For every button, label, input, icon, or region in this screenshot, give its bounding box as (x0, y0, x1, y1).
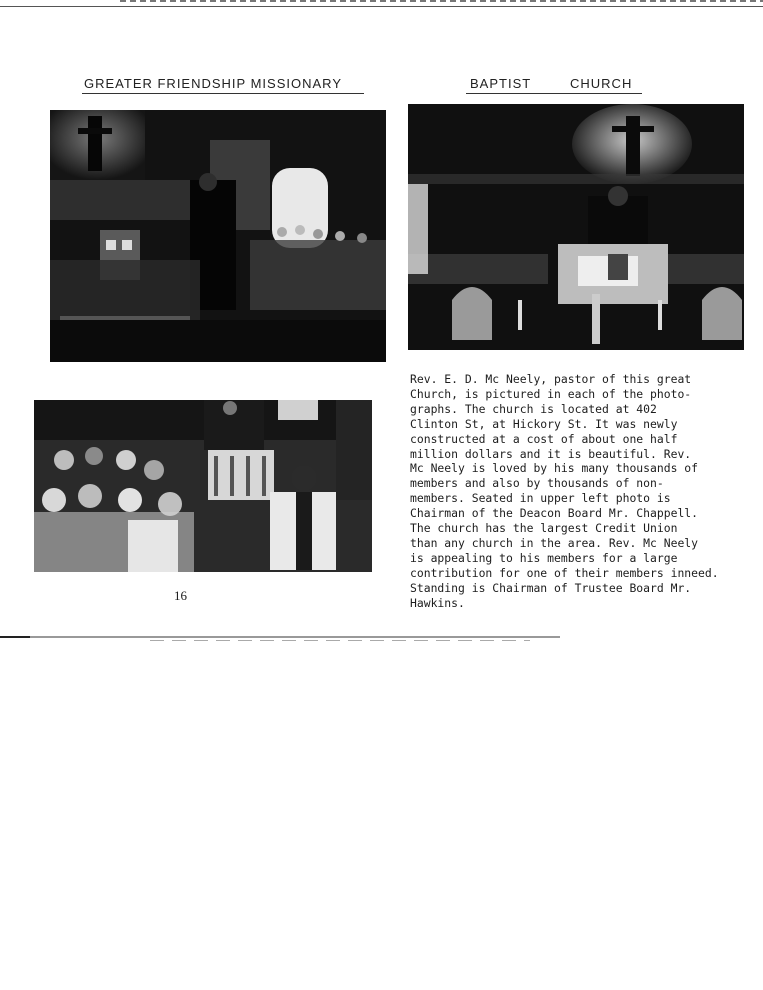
caption-line: constructed at a cost of about one half (410, 431, 678, 446)
header-church: CHURCH (570, 76, 633, 91)
caption-line: contribution for one of their members inneed. (410, 565, 719, 580)
top-dashed-rule (120, 0, 763, 2)
header-church-name: GREATER FRIENDSHIP MISSIONARY (84, 76, 342, 91)
page-number-left: 16 (174, 588, 187, 603)
caption-line: Church, is pictured in each of the photo- (410, 386, 692, 401)
header-underline (466, 93, 642, 94)
header-underline (82, 93, 364, 94)
caption-line: million dollars and it is beautiful. Rev. (410, 446, 692, 461)
caption-line: Standing is Chairman of Trustee Board Mr. (410, 580, 692, 595)
caption-line: Clinton St, at Hickory St. It was newly (410, 416, 678, 431)
page-header (84, 76, 644, 92)
top-rule (0, 6, 763, 7)
photo-lower-left-image (34, 400, 372, 572)
caption-line: graphs. The church is located at 402 (410, 401, 657, 416)
photo-lower-left (34, 400, 372, 572)
caption-line: members. Seated in upper left photo is (410, 491, 671, 506)
photo-upper-left-image (50, 110, 386, 362)
photo-upper-left (50, 110, 386, 362)
bottom-rule (0, 636, 560, 638)
caption-line: Mc Neely is loved by his many thousands of (410, 461, 699, 476)
caption-line: Chairman of the Deacon Board Mr. Chappell. (410, 506, 699, 521)
header-baptist: BAPTIST (470, 76, 532, 91)
caption-line: is appealing to his members for a large (410, 550, 678, 565)
bottom-dashed-rule (150, 640, 530, 641)
caption-line: members and also by thousands of non- (410, 476, 664, 491)
caption-line: Hawkins. (410, 595, 465, 610)
caption-text (410, 372, 756, 611)
caption-line: The church has the largest Credit Union (410, 521, 678, 536)
caption-line: than any church in the area. Rev. Mc Neely (410, 535, 699, 550)
photo-upper-right-image (408, 104, 744, 350)
caption-line: Rev. E. D. Mc Neely, pastor of this great (410, 372, 692, 386)
photo-upper-right (408, 104, 744, 350)
